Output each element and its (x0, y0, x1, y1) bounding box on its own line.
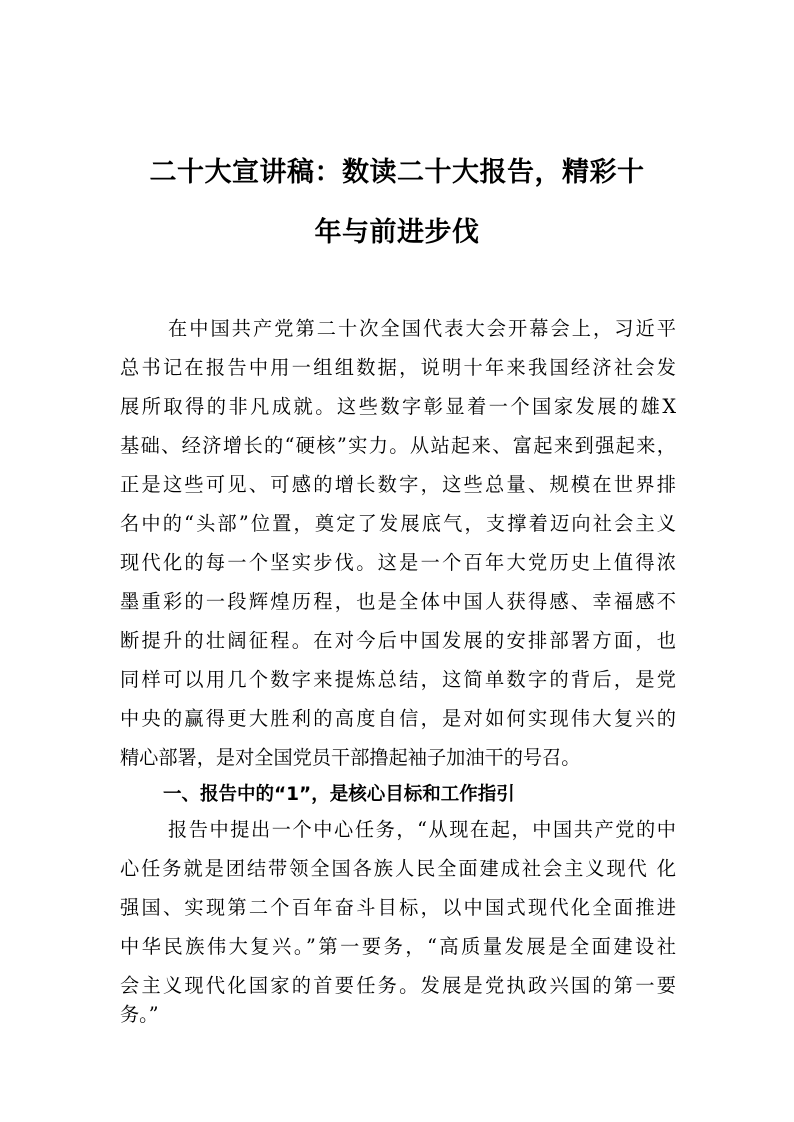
paragraph-line: 展所取得的非凡成就。这些数字彰显着一个国家发展的雄X (120, 395, 676, 418)
paragraph-line: 精心部署，是对全国党员干部撸起袖子加油干的号召。 (120, 746, 581, 769)
paragraph-line: 心任务就是团结带领全国各族人民全面建成社会主义现代 化 (120, 857, 676, 880)
paragraph-line: 务。” (120, 1003, 159, 1026)
paragraph-line: 墨重彩的一段辉煌历程，也是全体中国人获得感、幸福感不 (120, 590, 676, 613)
paragraph-line: 现代化的每一个坚实步伐。这是一个百年大党历史上值得浓 (120, 551, 676, 574)
paragraph-line: 在中国共产党第二十次全国代表大会开幕会上，习近平 (168, 317, 676, 340)
paragraph-line: 报告中提出一个中心任务，“从现在起，中国共产党的中 (168, 818, 676, 841)
document-title-line-1: 二十大宣讲稿：数读二十大报告，精彩十 (149, 157, 645, 188)
paragraph-line: 会主义现代化国家的首要任务。发展是党执政兴国的第一要 (120, 974, 676, 997)
paragraph-line: 断提升的壮阔征程。在对今后中国发展的安排部署方面，也 (120, 629, 676, 652)
paragraph-line: 强国、实现第二个百年奋斗目标，以中国式现代化全面推进 (120, 896, 676, 919)
section-heading: 一、报告中的“1”，是核心目标和工作指引 (163, 784, 515, 805)
paragraph-line: 名中的“头部”位置，奠定了发展底气，支撑着迈向社会主义 (120, 512, 676, 535)
paragraph-line: 中央的赢得更大胜利的高度自信，是对如何实现伟大复兴的 (120, 707, 676, 730)
paragraph-line: 中华民族伟大复兴。”第一要务，“高质量发展是全面建设社 (120, 935, 676, 958)
document-title-line-2: 年与前进步伐 (314, 217, 480, 248)
paragraph-line: 基础、经济增长的“硬核”实力。从站起来、富起来到强起来， (120, 434, 676, 457)
paragraph-line: 正是这些可见、可感的增长数字，这些总量、规模在世界排 (120, 473, 676, 496)
paragraph-line: 同样可以用几个数字来提炼总结，这简单数字的背后，是党 (120, 668, 676, 691)
paragraph-line: 总书记在报告中用一组组数据，说明十年来我国经济社会发 (120, 356, 676, 379)
